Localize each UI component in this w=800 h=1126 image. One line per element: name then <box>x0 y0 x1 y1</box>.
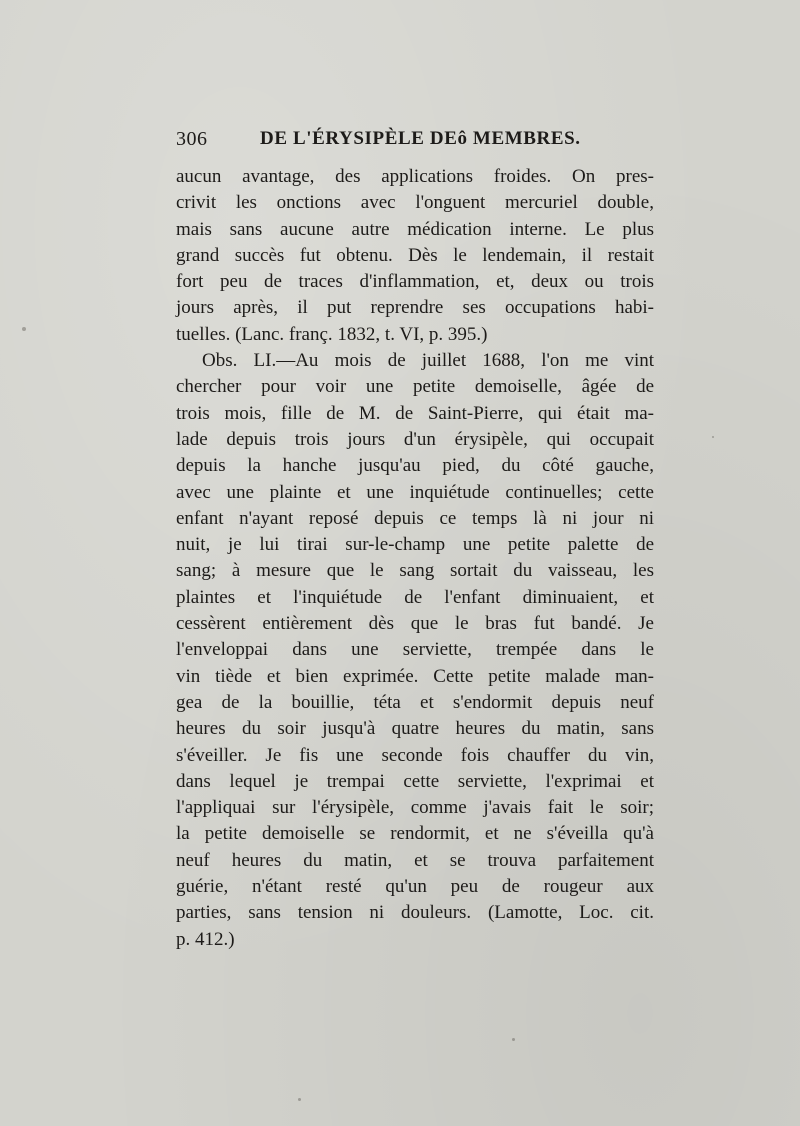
text-line: l'appliquai sur l'érysipèle, comme j'avais fait le soir; <box>176 797 654 819</box>
text-line: guérie, n'étant resté qu'un peu de rougeur aux <box>176 876 654 898</box>
text-line: cessèrent entièrement dès que le bras fut bandé. Je <box>176 613 654 635</box>
text-line: nuit, je lui tirai sur-le-champ une petite palette de <box>176 534 654 556</box>
text-line: grand succès fut obtenu. Dès le lendemain, il restait <box>176 244 654 266</box>
text-line: avec une plainte et une inquiétude continuelles; cette <box>176 481 654 503</box>
paper-speck <box>712 436 714 438</box>
text-line: la petite demoiselle se rendormit, et ne s'éveilla qu'à <box>176 823 654 845</box>
text-line: aucun avantage, des applications froides. On pres- <box>176 166 654 187</box>
text-line: dans lequel je trempai cette serviette, l'exprimai et <box>176 770 654 792</box>
running-head <box>176 128 652 158</box>
text-line: Obs. LI.—Au mois de juillet 1688, l'on me vint <box>202 350 654 372</box>
text-line: plaintes et l'inquiétude de l'enfant diminuaient, et <box>176 586 654 608</box>
paper-speck <box>298 1098 301 1101</box>
text-line: fort peu de traces d'inflammation, et, deux ou trois <box>176 271 654 293</box>
text-line: jours après, il put reprendre ses occupations habi- <box>176 297 654 319</box>
text-line: depuis la hanche jusqu'au pied, du côté gauche, <box>176 455 654 477</box>
page-number: 306 <box>176 128 208 150</box>
text-line: trois mois, fille de M. de Saint-Pierre, qui était ma- <box>176 402 654 424</box>
page-title: DE L'ÉRYSIPÈLE DEô MEMBRES. <box>260 128 581 149</box>
paper-speck <box>512 1038 515 1041</box>
text-line: s'éveiller. Je fis une seconde fois chauffer du vin, <box>176 744 654 766</box>
text-line: l'enveloppai dans une serviette, trempée dans le <box>176 639 654 661</box>
text-line: lade depuis trois jours d'un érysipèle, qui occupait <box>176 428 654 450</box>
text-line: enfant n'ayant reposé depuis ce temps là ni jour ni <box>176 507 654 529</box>
text-line: gea de la bouillie, téta et s'endormit depuis neuf <box>176 691 654 713</box>
text-line: crivit les onctions avec l'onguent mercuriel double, <box>176 192 654 214</box>
text-line: vin tiède et bien exprimée. Cette petite malade man- <box>176 665 654 687</box>
text-line: tuelles. (Lanc. franç. 1832, t. VI, p. 395.) <box>176 323 488 345</box>
text-line: heures du soir jusqu'à quatre heures du matin, sans <box>176 718 654 740</box>
text-line: sang; à mesure que le sang sortait du vaisseau, les <box>176 560 654 582</box>
body-text <box>176 164 654 953</box>
paper-speck <box>22 327 26 331</box>
text-line: p. 412.) <box>176 928 235 950</box>
text-line: mais sans aucune autre médication interne. Le plus <box>176 218 654 240</box>
text-line: chercher pour voir une petite demoiselle, âgée de <box>176 376 654 398</box>
text-line: neuf heures du matin, et se trouva parfaitement <box>176 849 654 871</box>
text-line: parties, sans tension ni douleurs. (Lamotte, Loc. cit. <box>176 902 654 924</box>
